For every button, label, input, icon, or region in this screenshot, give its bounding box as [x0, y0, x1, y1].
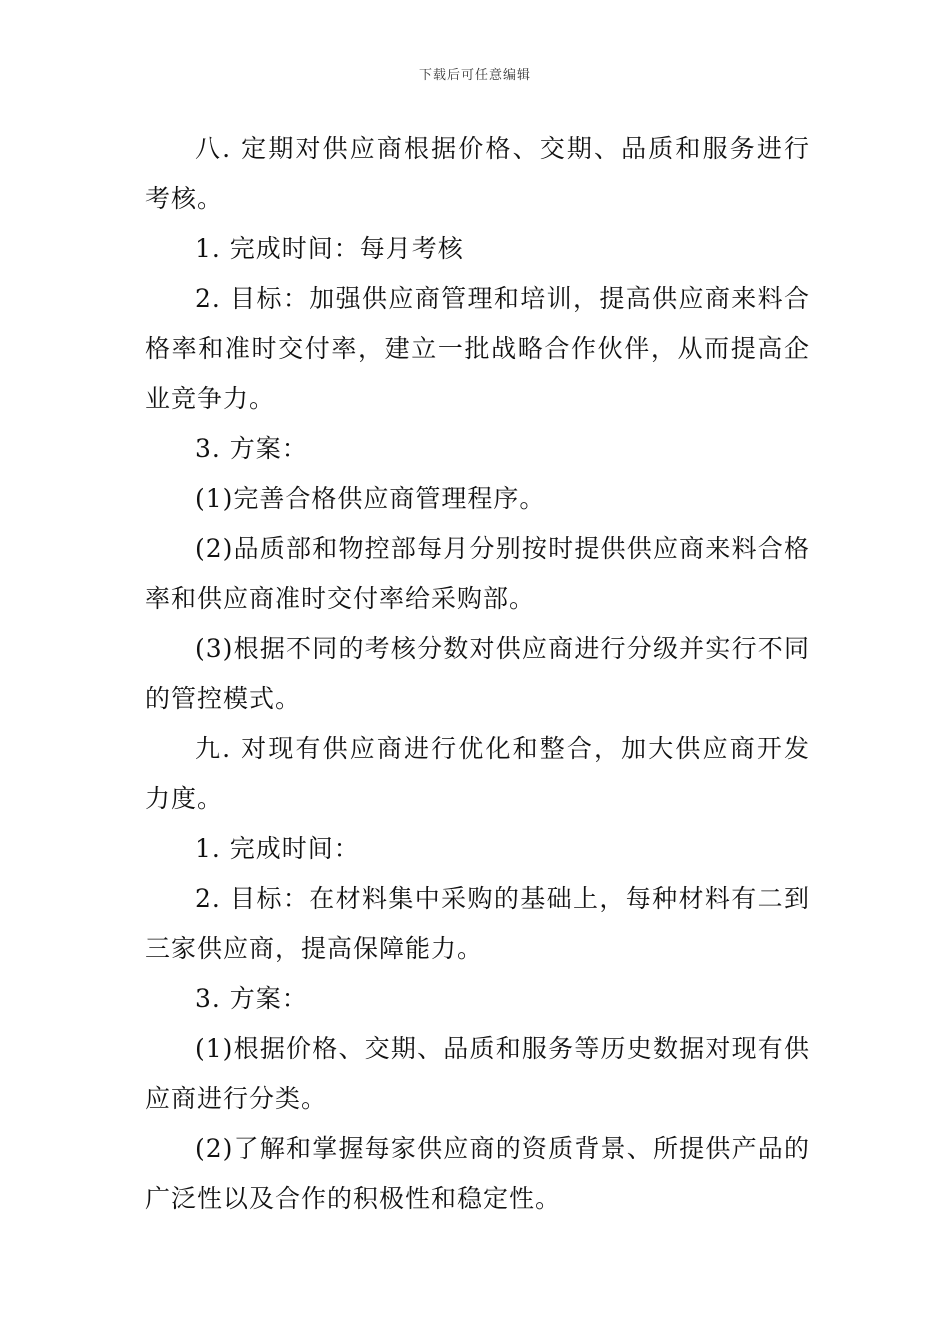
- section-8-plan-item-2: (2)品质部和物控部每月分别按时提供供应商来料合格率和供应商准时交付率给采购部。: [145, 534, 810, 613]
- section-9-plan-item-1: (1)根据价格、交期、品质和服务等历史数据对现有供应商进行分类。: [145, 1034, 810, 1113]
- section-9-goal: 2. 目标：在材料集中采购的基础上，每种材料有二到三家供应商，提高保障能力。: [145, 884, 810, 963]
- section-9-completion-time: 1. 完成时间：: [195, 834, 360, 863]
- section-9-heading: 九. 对现有供应商进行优化和整合，加大供应商开发力度。: [145, 734, 810, 813]
- document-body: [145, 124, 810, 1224]
- section-8-plan-item-1: (1)完善合格供应商管理程序。: [195, 484, 546, 513]
- section-9-plan-item-2: (2)了解和掌握每家供应商的资质背景、所提供产品的广泛性以及合作的积极性和稳定性。: [145, 1134, 810, 1213]
- section-8-plan-item-3: (3)根据不同的考核分数对供应商进行分级并实行不同的管控模式。: [145, 634, 810, 713]
- section-8-completion-time: 1. 完成时间：每月考核: [195, 234, 464, 263]
- section-9-plan-heading: 3. 方案：: [195, 984, 308, 1013]
- section-8-heading: 八. 定期对供应商根据价格、交期、品质和服务进行考核。: [145, 134, 810, 213]
- section-8-plan-heading: 3. 方案：: [195, 434, 308, 463]
- section-8-goal: 2. 目标：加强供应商管理和培训，提高供应商来料合格率和准时交付率，建立一批战略合作伙伴，从而提高企业竞争力。: [145, 284, 810, 413]
- page-header: 下载后可任意编辑: [418, 68, 531, 83]
